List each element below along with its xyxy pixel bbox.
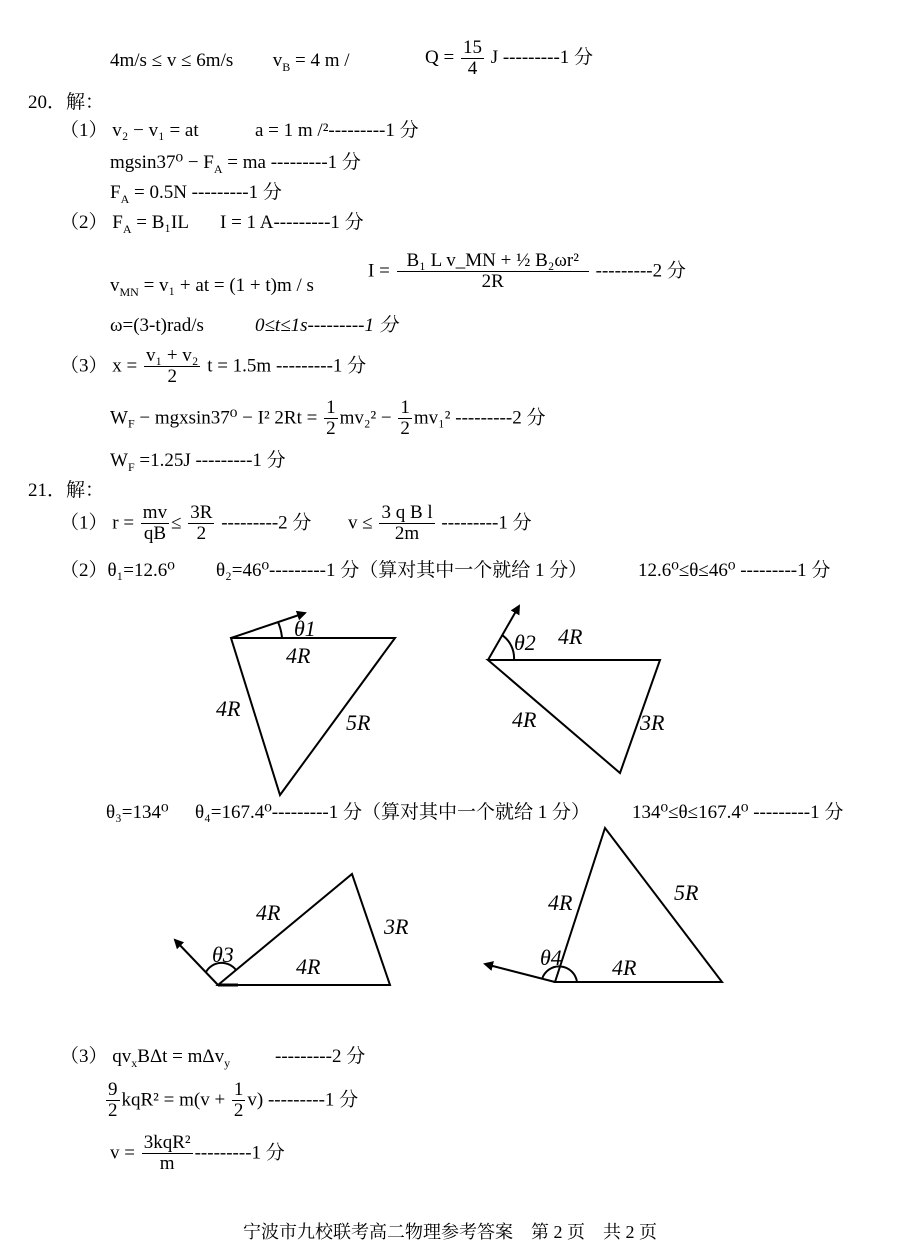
wf-value: =1.25J ---------1 分: [134, 450, 286, 471]
fa-sub2: A: [120, 191, 130, 206]
fa-label: F: [110, 182, 121, 203]
vmn-label: v: [110, 275, 120, 296]
mv2-term: mv₂² −: [339, 407, 392, 429]
half-den-1: 2: [326, 418, 336, 439]
v-range: 4m/s ≤ v ≤ 6m/s: [110, 50, 234, 71]
vb-value: = 4 m /: [295, 50, 350, 71]
q-num: 15: [462, 37, 482, 58]
t4-bottom-label: 4R: [612, 955, 637, 980]
q-score: J ---------1 分: [490, 46, 594, 68]
nine-den: 2: [108, 1100, 118, 1121]
v-limit-label: v ≤: [348, 512, 373, 534]
t3-bottom-label: 4R: [296, 954, 321, 979]
t1-theta-label: θ1: [294, 616, 316, 641]
q-label: Q =: [425, 46, 455, 68]
nine-num: 9: [108, 1079, 118, 1100]
theta4-value: θ₄=167.4⁰---------1 分（算对其中一个就给 1 分）: [195, 802, 591, 823]
t2-top-label: 4R: [558, 624, 583, 649]
r-limit-num: 3R: [190, 502, 213, 523]
eq-a: a = 1 m /²---------1 分: [255, 120, 419, 141]
q21-p3-line1: [60, 1046, 230, 1074]
wf-label: W: [110, 407, 128, 429]
leq-sign: ≤: [171, 512, 182, 534]
triangle-4: [555, 828, 722, 982]
omega-eq: ω=(3-t)rad/s: [110, 315, 204, 336]
theta3-value: θ₃=134⁰: [106, 802, 169, 823]
t-range: 0≤t≤1s---------1 分: [255, 315, 398, 336]
q-den: 4: [467, 58, 478, 79]
theta-range-1: 12.6⁰≤θ≤46⁰ ---------1 分: [638, 560, 831, 581]
wf-eq: − mgxsin37⁰ − I² 2Rt =: [134, 407, 318, 429]
eq-v2-v1: （1） v₂ − v₁ = at: [60, 120, 199, 141]
p2-fa-sub: A: [122, 221, 132, 236]
current-score: ---------2 分: [595, 260, 686, 282]
p2-fa: （2） F: [60, 212, 123, 233]
current-num: B₁ L v_MN + ½ B₂ωr²: [397, 251, 589, 272]
vmn-sub: MN: [119, 284, 139, 299]
vb-label: v: [272, 50, 283, 71]
kqr-eq: kqR² = m(v +: [121, 1089, 226, 1111]
t3-upper-label: 4R: [256, 900, 281, 925]
x-num: v₁ + v₂: [145, 345, 199, 366]
v-result-label: v =: [110, 1142, 135, 1164]
t4-right-label: 5R: [674, 880, 699, 905]
p2-fa-eq: = B₁IL: [131, 212, 189, 233]
v-result-fraction: [142, 1133, 193, 1174]
t3-theta-label: θ3: [212, 942, 234, 967]
q21-p3-line3: [110, 1133, 285, 1174]
t1-top-label: 4R: [286, 643, 311, 668]
half-num-2: 1: [400, 397, 410, 418]
theta12-values: （2）θ₁=12.6⁰: [60, 560, 175, 581]
kqr-score: v) ---------1 分: [247, 1089, 359, 1111]
qvx-label: （3） qv: [60, 1046, 132, 1067]
question-21-heading: 21．解：: [28, 480, 105, 501]
r-den: qB: [143, 523, 167, 544]
r-label: （1） r =: [60, 512, 135, 534]
q21-p3-line2: [104, 1080, 358, 1121]
t2-right-label: 3R: [640, 710, 665, 735]
v-limit-num: 3 q B l: [381, 502, 433, 523]
angle-arc-2: [502, 635, 514, 660]
x-label: （3） x =: [60, 355, 138, 377]
p2-current: I = 1 A---------1 分: [220, 212, 364, 233]
t4-left-label: 4R: [548, 890, 573, 915]
mv1-term: mv₁² ---------2 分: [413, 407, 546, 429]
vmn-eq: = v₁ + at = (1 + t)m / s: [138, 275, 314, 296]
impulse-eq: BΔt = mΔv: [137, 1046, 225, 1067]
theta-range-2: 134⁰≤θ≤167.4⁰ ---------1 分: [632, 802, 844, 823]
current-den: 2R: [481, 271, 504, 292]
t1-left-label: 4R: [216, 696, 241, 721]
half-v-den: 2: [233, 1100, 244, 1121]
angle-arc-1: [278, 622, 282, 638]
half-v-num: 1: [233, 1079, 244, 1100]
r-score: ---------2 分: [221, 512, 312, 534]
t1-right-label: 5R: [346, 710, 371, 735]
v-limit-den: 2m: [394, 523, 420, 544]
theta2-value: θ₂=46⁰---------1 分（算对其中一个就给 1 分）: [216, 560, 588, 581]
v-limit-score: ---------1 分: [441, 512, 532, 534]
wf-label-2: W: [110, 450, 128, 471]
half-v-fraction: [232, 1080, 246, 1121]
v-result-num: 3kqR²: [143, 1132, 191, 1153]
wf-sub: F: [127, 416, 135, 431]
x-den: 2: [167, 366, 177, 387]
eq-mgsin: mgsin37⁰ − F: [110, 152, 214, 173]
fa-sub: A: [213, 161, 223, 176]
vy-sub: y: [224, 1055, 231, 1070]
r-num: mv: [142, 502, 168, 523]
half-den-2: 2: [400, 418, 410, 439]
r-limit-den: 2: [196, 523, 207, 544]
qvx-sub: x: [131, 1055, 138, 1070]
page-footer: 宁波市九校联考高二物理参考答案 第 2 页 共 2 页: [243, 1222, 657, 1242]
v-result-score: ---------1 分: [194, 1142, 285, 1164]
eq-ma: = ma ---------1 分: [222, 152, 361, 173]
wf-sub-2: F: [127, 459, 135, 474]
question-20-heading: 20．解：: [28, 92, 105, 113]
fa-value: = 0.5N ---------1 分: [129, 182, 282, 203]
t2-theta-label: θ2: [514, 630, 536, 655]
t3-right-label: 3R: [384, 914, 409, 939]
t4-theta-label: θ4: [540, 945, 562, 970]
vb-sub: B: [282, 59, 291, 74]
t2-left-label: 4R: [512, 707, 537, 732]
i-label: I =: [368, 260, 390, 282]
v-result-den: m: [159, 1153, 175, 1174]
impulse-score: ---------2 分: [275, 1046, 366, 1067]
half-num-1: 1: [326, 397, 336, 418]
x-value: t = 1.5m ---------1 分: [207, 355, 367, 377]
nine-half-fraction: [106, 1080, 120, 1121]
